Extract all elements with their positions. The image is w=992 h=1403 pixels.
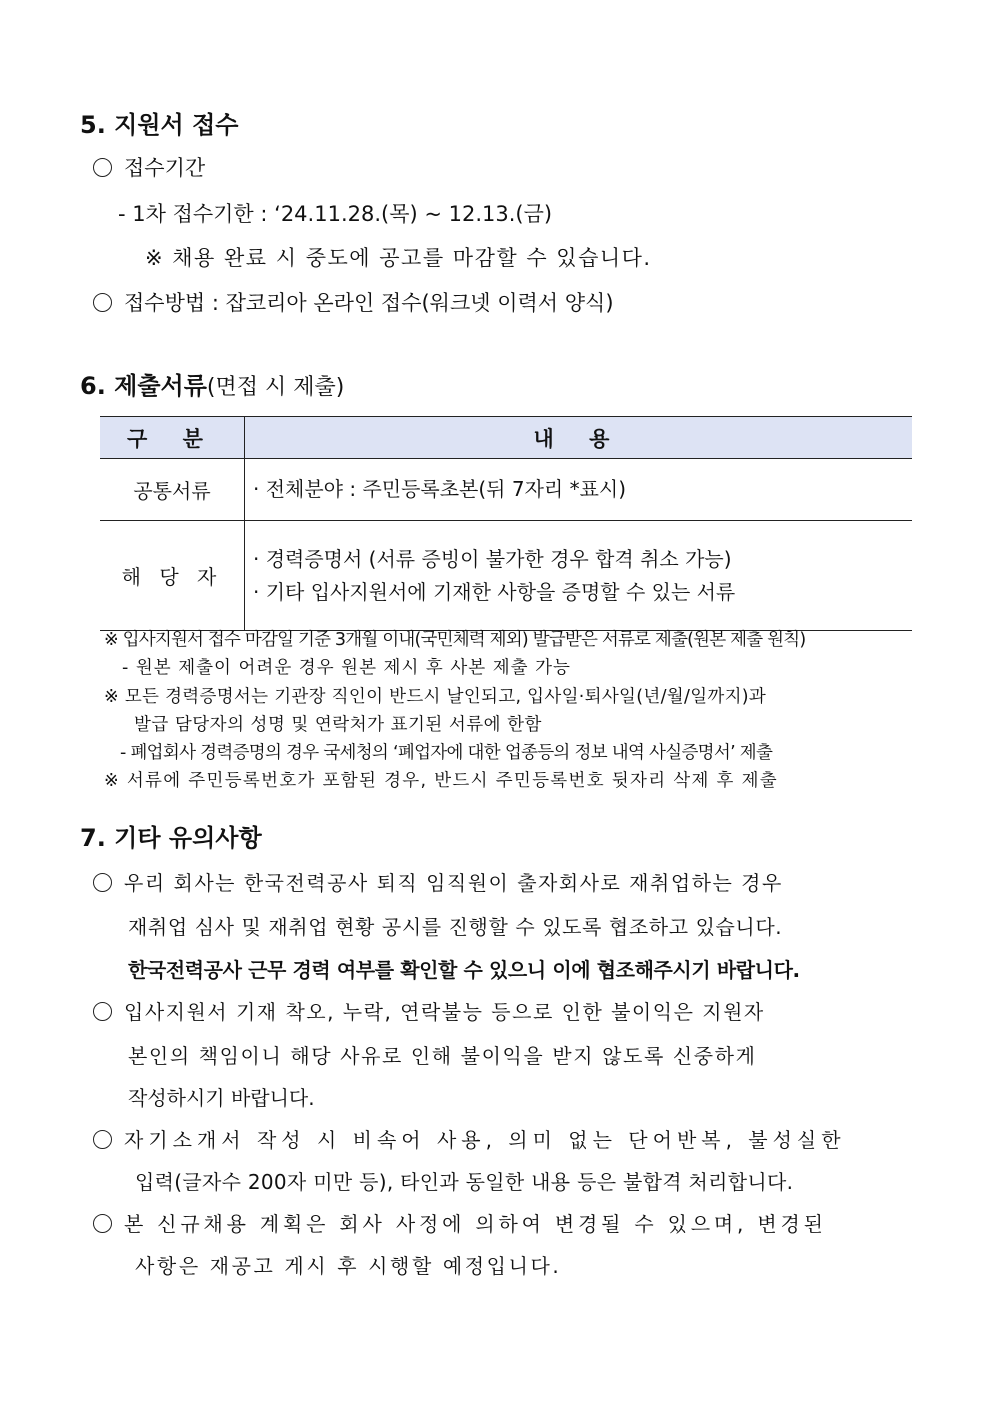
notice-item bbox=[93, 1208, 827, 1237]
notice-line: 작성하시기 바랍니다. bbox=[128, 1086, 315, 1110]
header-category: 구 분 bbox=[100, 417, 245, 459]
note-line: ※ 모든 경력증명서는 기관장 직인이 반드시 날인되고, 입사일·퇴사일(년/월/일까지)과 bbox=[104, 687, 767, 707]
notice-line: 입력(글자수 200자 미만 등), 타인과 동일한 내용 등은 불합격 처리합니다. bbox=[135, 1170, 794, 1194]
notice-line: 자기소개서 작성 시 비속어 사용, 의미 없는 단어반복, 불성실한 bbox=[124, 1128, 846, 1152]
first-round-deadline: - 1차 접수기한 : ‘24.11.28.(목) ~ 12.13.(금) bbox=[118, 202, 553, 226]
note-line: - 원본 제출이 어려운 경우 원본 제시 후 사본 제출 가능 bbox=[122, 658, 571, 678]
section6-title: 6. 제출서류 bbox=[80, 372, 207, 400]
table-header-row bbox=[100, 417, 912, 459]
table-row bbox=[100, 459, 912, 521]
note-line: - 폐업회사 경력증명의 경우 국세청의 ‘폐업자에 대한 업종등의 정보 내역 사실증명서’ 제출 bbox=[120, 743, 773, 763]
notice-item bbox=[93, 996, 765, 1025]
section6-title-row bbox=[80, 366, 344, 401]
circle-bullet-icon bbox=[93, 873, 112, 892]
circle-bullet-icon bbox=[93, 1130, 112, 1149]
early-close-note: ※ 채용 완료 시 중도에 공고를 마감할 수 있습니다. bbox=[145, 246, 652, 270]
notice-line: 재취업 심사 및 재취업 현황 공시를 진행할 수 있도록 협조하고 있습니다. bbox=[128, 915, 783, 939]
notice-line: 입사지원서 기재 착오, 누락, 연락불능 등으로 인한 불이익은 지원자 bbox=[124, 1000, 765, 1024]
receipt-period-label: 접수기간 bbox=[124, 156, 206, 180]
receipt-period-item bbox=[93, 152, 205, 182]
documents-table bbox=[100, 416, 912, 631]
circle-bullet-icon bbox=[93, 1214, 112, 1233]
notice-line: 본 신규채용 계획은 회사 사정에 의하여 변경될 수 있으며, 변경된 bbox=[124, 1212, 827, 1236]
notice-item bbox=[93, 867, 783, 896]
note-line: ※ 입사지원서 접수 마감일 기준 3개월 이내(국민체력 제외) 발급받은 서류로 제출(원본 제출 원칙) bbox=[104, 630, 806, 650]
notice-line: 사항은 재공고 게시 후 시행할 예정입니다. bbox=[135, 1254, 562, 1278]
section6-title-sub: (면접 시 제출) bbox=[206, 375, 345, 400]
table-row bbox=[100, 521, 912, 631]
row-content bbox=[245, 459, 913, 521]
receipt-method-text: 접수방법 : 잡코리아 온라인 접수(워크넷 이력서 양식) bbox=[124, 291, 614, 315]
row-category: 해 당 자 bbox=[100, 521, 245, 631]
header-content: 내 용 bbox=[245, 417, 913, 459]
row-item: · 전체분야 : 주민등록초본(뒤 7자리 *표시) bbox=[253, 477, 627, 501]
row-item: · 기타 입사지원서에 기재한 사항을 증명할 수 있는 서류 bbox=[253, 579, 736, 604]
row-category: 공통서류 bbox=[100, 459, 245, 521]
note-line: ※ 서류에 주민등록번호가 포함된 경우, 반드시 주민등록번호 뒷자리 삭제 후 제출 bbox=[104, 771, 779, 791]
row-item: · 경력증명서 (서류 증빙이 불가한 경우 합격 취소 가능) bbox=[253, 546, 732, 571]
row-content bbox=[245, 521, 913, 631]
note-line: 발급 담당자의 성명 및 연락처가 표기된 서류에 한함 bbox=[134, 715, 542, 735]
section5-title: 5. 지원서 접수 bbox=[80, 111, 239, 139]
notice-line-bold: 한국전력공사 근무 경력 여부를 확인할 수 있으니 이에 협조해주시기 바랍니다. bbox=[128, 958, 800, 982]
notice-item bbox=[93, 1124, 846, 1153]
circle-bullet-icon bbox=[93, 293, 112, 312]
notice-line: 본인의 책임이니 해당 사유로 인해 불이익을 받지 않도록 신중하게 bbox=[128, 1044, 757, 1068]
circle-bullet-icon bbox=[93, 1002, 112, 1021]
circle-bullet-icon bbox=[93, 158, 112, 177]
receipt-method-item bbox=[93, 287, 614, 317]
section7-title: 7. 기타 유의사항 bbox=[80, 824, 262, 852]
notice-line: 우리 회사는 한국전력공사 퇴직 임직원이 출자회사로 재취업하는 경우 bbox=[124, 871, 783, 895]
